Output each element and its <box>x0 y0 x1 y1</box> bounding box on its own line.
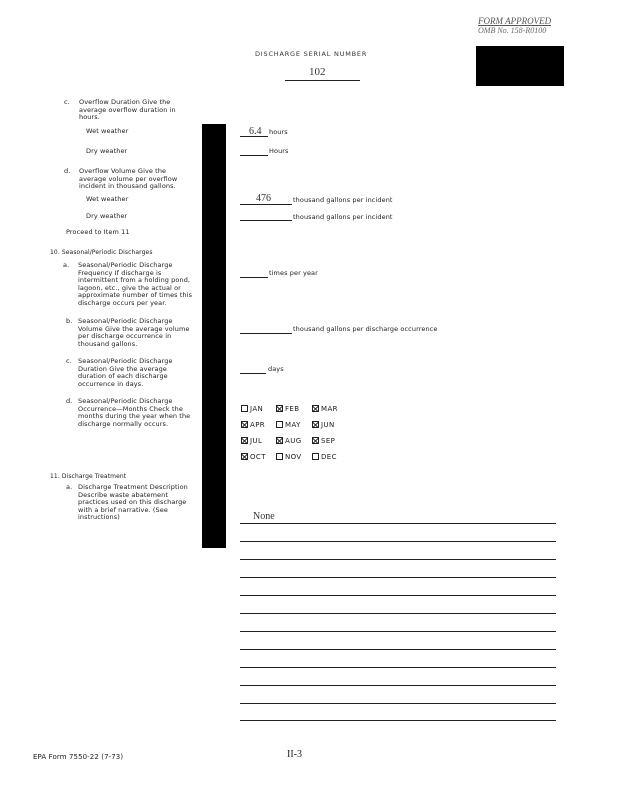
serial-number-underline <box>285 80 360 81</box>
month-checkbox-dec[interactable] <box>312 453 319 460</box>
volume-dry-weather-line <box>240 220 292 221</box>
month-label-may: MAY <box>285 421 301 429</box>
section-11-heading: 11. Discharge Treatment <box>50 473 127 480</box>
discharge-volume-line <box>240 333 292 334</box>
months-instructions: Seasonal/Periodic Discharge Occurrence—Months Check the months during the year when the discharge normally occurs. <box>78 397 191 428</box>
month-label-jun: JUN <box>321 421 335 429</box>
duration-wet-weather-label: Wet weather <box>86 127 129 135</box>
month-checkbox-oct[interactable] <box>241 453 248 460</box>
duration-dry-weather-line <box>240 155 268 156</box>
month-label-oct: OCT <box>250 453 266 461</box>
narrative-line <box>240 703 556 704</box>
redaction-bar-vertical <box>202 124 226 548</box>
duration-dry-weather-label: Dry weather <box>86 147 128 155</box>
duration-dry-weather-unit: Hours <box>269 147 289 155</box>
narrative-line <box>240 685 556 686</box>
volume-wet-weather-line <box>240 204 292 205</box>
narrative-line <box>240 541 556 542</box>
narrative-line <box>240 559 556 560</box>
narrative-line <box>240 720 556 721</box>
item-10d-marker: d. <box>66 397 73 405</box>
month-label-sep: SEP <box>321 437 336 445</box>
treatment-description-instructions: Discharge Treatment Description Describe waste abatement practices used on this discharge with a brief narrative. (See instructions) <box>78 483 188 522</box>
volume-wet-weather-label: Wet weather <box>86 195 129 203</box>
duration-days-unit: days <box>268 365 284 373</box>
page-number: II-3 <box>287 749 302 760</box>
volume-wet-weather-unit: thousand gallons per incident <box>293 196 393 204</box>
duration-instructions: Seasonal/Periodic Discharge Duration Give the average duration of each discharge occurrence in days. <box>78 357 173 388</box>
volume-dry-weather-unit: thousand gallons per incident <box>293 213 393 221</box>
overflow-duration-instructions: Overflow Duration Give the average overflow duration in hours. <box>79 98 176 122</box>
month-label-apr: APR <box>250 421 266 429</box>
discharge-volume-unit: thousand gallons per discharge occurrence <box>293 325 438 333</box>
item-10c-marker: c. <box>66 357 72 365</box>
duration-wet-weather-value[interactable]: 6.4 <box>249 126 262 137</box>
month-checkbox-jul[interactable] <box>241 437 248 444</box>
month-checkbox-jan[interactable] <box>241 405 248 412</box>
item-10b-marker: b. <box>66 317 73 325</box>
section-10-heading: 10. Seasonal/Periodic Discharges <box>50 249 153 256</box>
month-checkbox-feb[interactable] <box>276 405 283 412</box>
narrative-line <box>240 577 556 578</box>
month-checkbox-apr[interactable] <box>241 421 248 428</box>
serial-number-value[interactable]: 102 <box>309 66 326 78</box>
month-label-mar: MAR <box>321 405 338 413</box>
narrative-line <box>240 667 556 668</box>
month-label-dec: DEC <box>321 453 337 461</box>
overflow-volume-instructions: Overflow Volume Give the average volume per overflow incident in thousand gallons. <box>79 167 178 191</box>
frequency-instructions: Seasonal/Periodic Discharge Frequency If discharge is intermittent from a holding pond, lagoon, etc., give the actual or approximate number of times this discharge occurs per year. <box>78 261 193 307</box>
narrative-line <box>240 595 556 596</box>
month-label-jan: JAN <box>250 405 264 413</box>
proceed-instruction: Proceed to Item 11 <box>66 228 130 236</box>
volume-wet-weather-value[interactable]: 476 <box>256 193 271 204</box>
narrative-line <box>240 649 556 650</box>
month-label-nov: NOV <box>285 453 302 461</box>
frequency-line <box>240 277 268 278</box>
treatment-narrative-value[interactable]: None <box>253 511 275 522</box>
month-checkbox-aug[interactable] <box>276 437 283 444</box>
redaction-box-top <box>476 46 564 86</box>
item-d-marker: d. <box>64 167 71 175</box>
item-c-marker: c. <box>64 98 70 106</box>
form-approved-stamp: FORM APPROVED <box>478 16 552 26</box>
month-label-feb: FEB <box>285 405 300 413</box>
duration-wet-weather-line <box>240 136 268 137</box>
narrative-line <box>240 631 556 632</box>
month-checkbox-sep[interactable] <box>312 437 319 444</box>
month-checkbox-mar[interactable] <box>312 405 319 412</box>
frequency-unit: times per year <box>269 269 318 277</box>
item-11a-marker: a. <box>66 483 73 491</box>
narrative-line <box>240 613 556 614</box>
duration-wet-weather-unit: hours <box>269 128 288 136</box>
volume-dry-weather-label: Dry weather <box>86 212 128 220</box>
serial-number-label: DISCHARGE SERIAL NUMBER <box>255 50 368 58</box>
month-checkbox-nov[interactable] <box>276 453 283 460</box>
omb-number: OMB No. 158-R0100 <box>478 26 547 35</box>
duration-days-line <box>240 373 266 374</box>
month-checkbox-jun[interactable] <box>312 421 319 428</box>
month-checkbox-may[interactable] <box>276 421 283 428</box>
month-label-jul: JUL <box>250 437 263 445</box>
month-label-aug: AUG <box>285 437 302 445</box>
narrative-line <box>240 523 556 524</box>
item-10a-marker: a. <box>63 261 70 269</box>
volume-instructions: Seasonal/Periodic Discharge Volume Give the average volume per discharge occurrence in thousand gallons. <box>78 317 190 348</box>
form-id: EPA Form 7550-22 (7-73) <box>33 753 124 761</box>
